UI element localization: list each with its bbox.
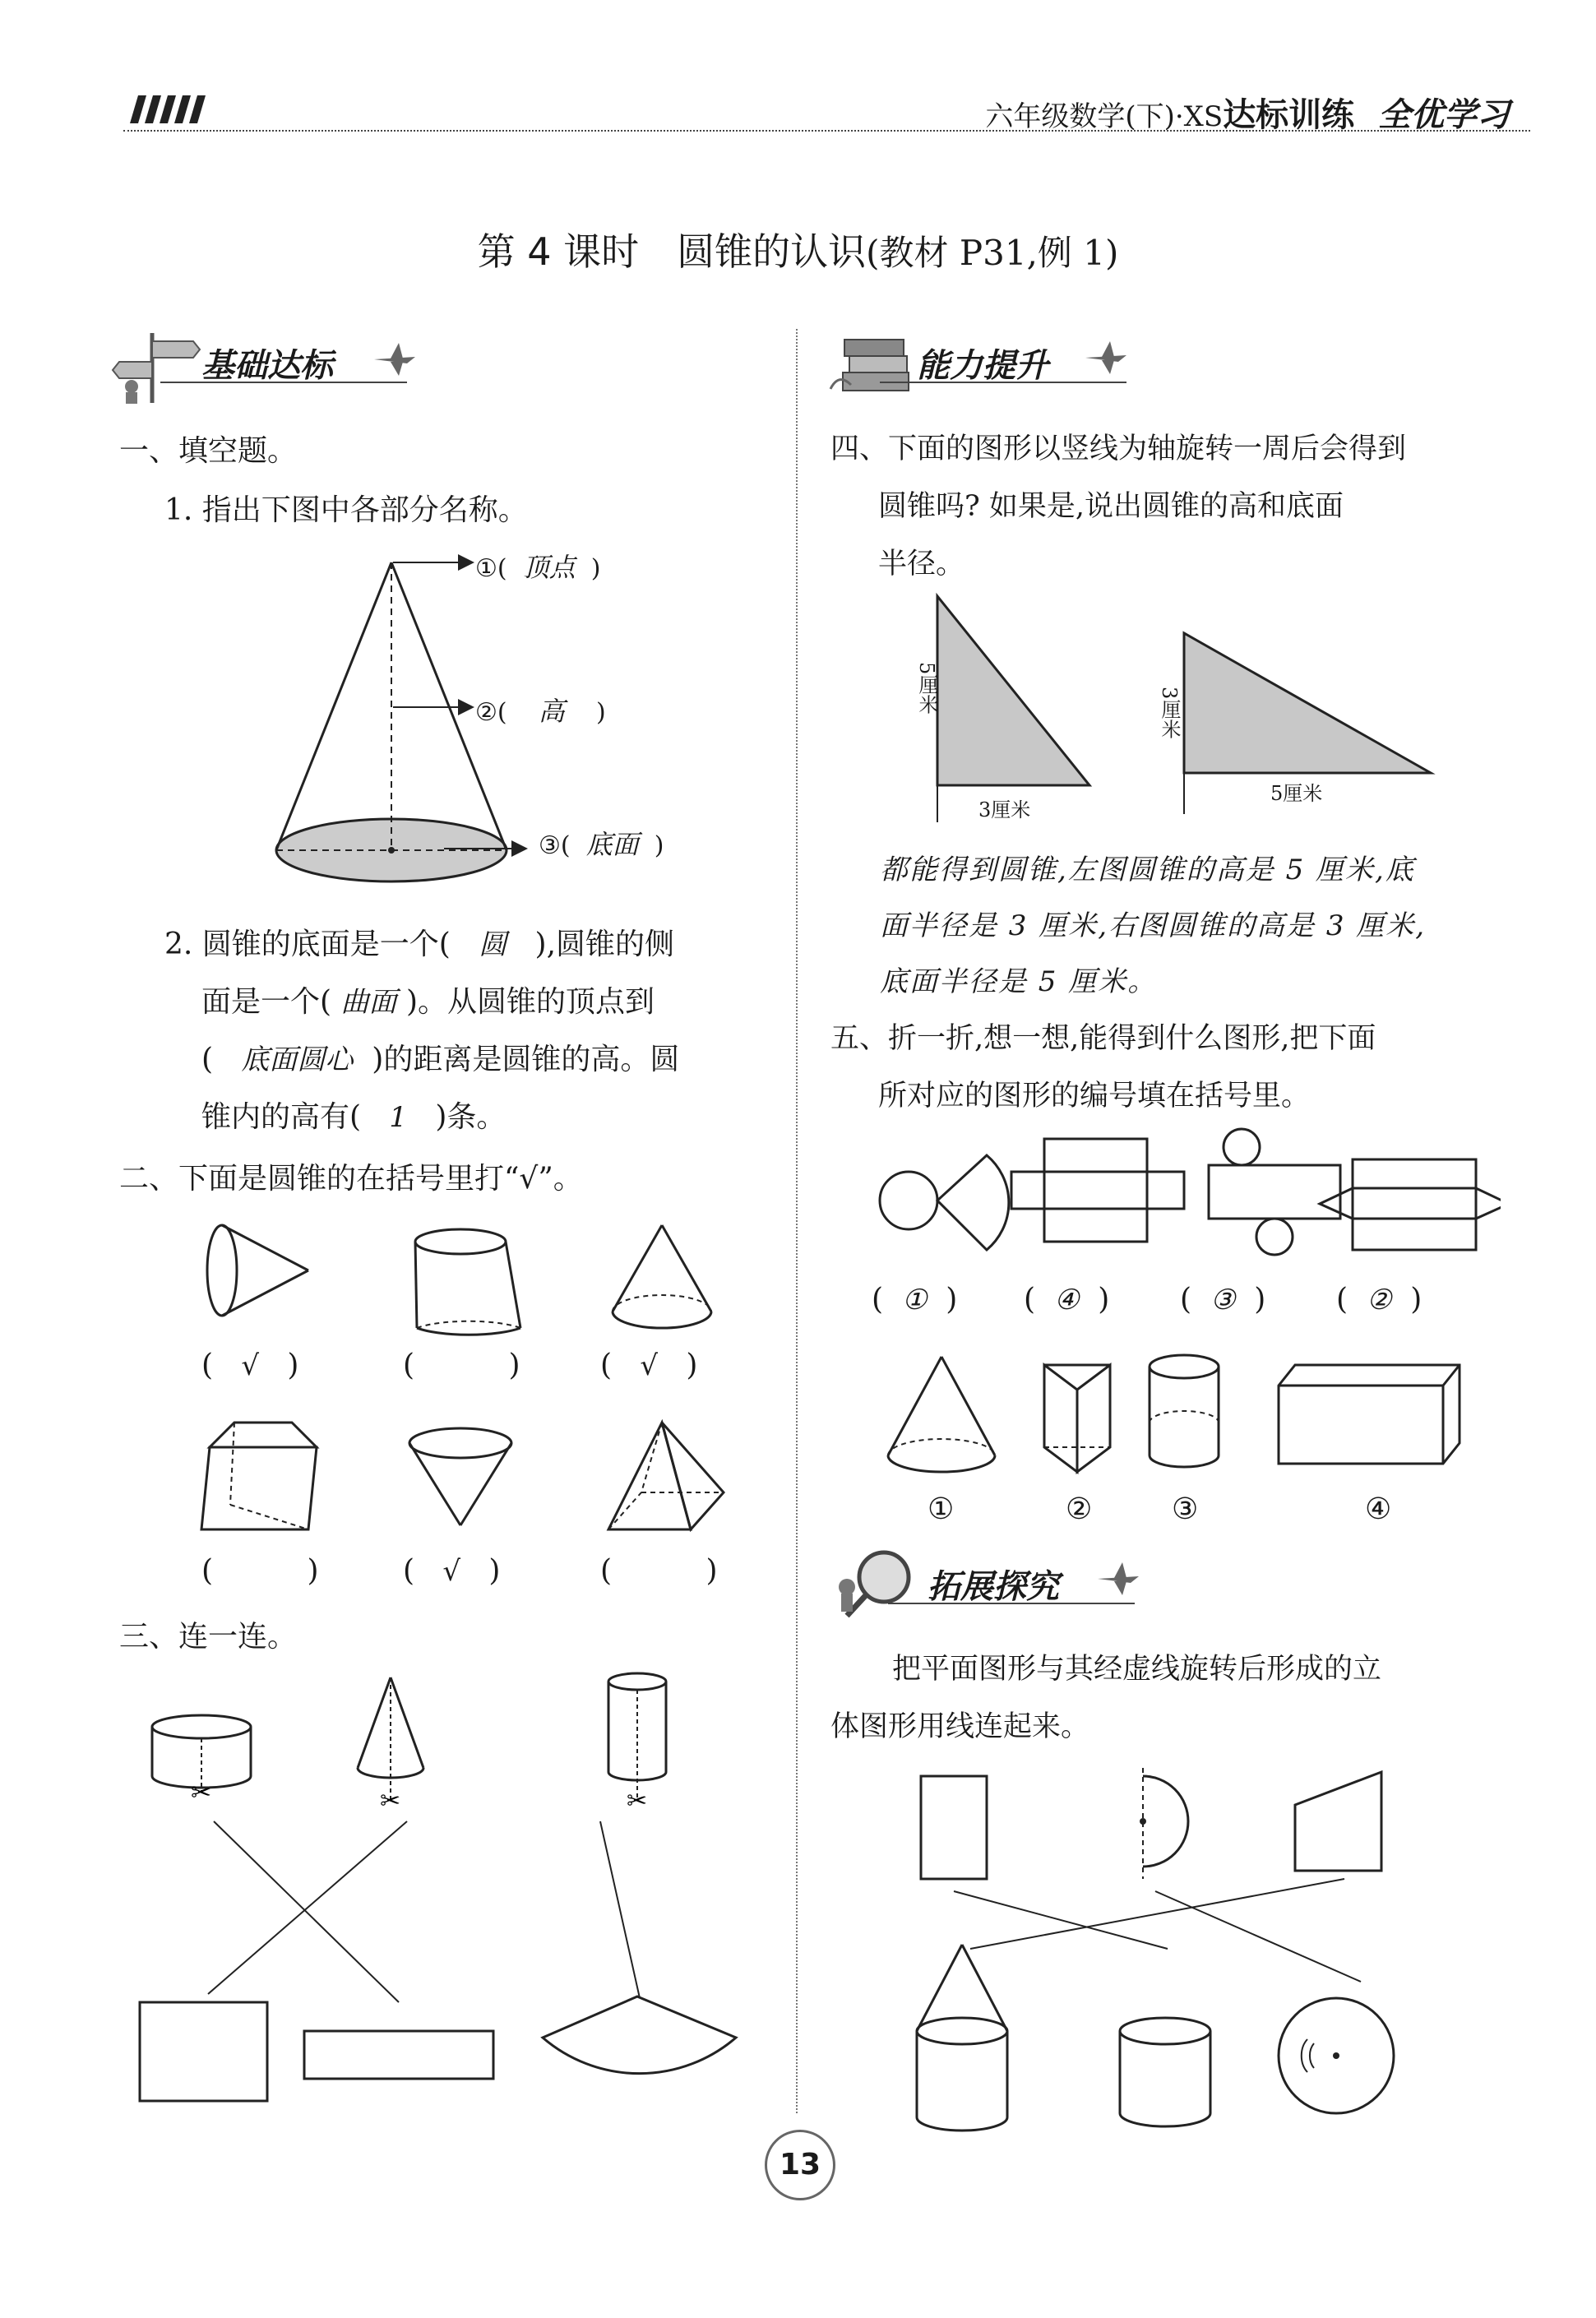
- net-cone: [880, 1155, 1009, 1250]
- shape-cone-sideways: [207, 1225, 308, 1316]
- q6-line2: 体图形用线连起来。: [830, 1710, 1090, 1743]
- q5-answer-4[interactable]: ( ② ): [1336, 1283, 1423, 1316]
- q4-line1: 四、下面的图形以竖线为轴旋转一周后会得到: [830, 433, 1407, 465]
- q2-answer-5[interactable]: ( √ ): [403, 1554, 501, 1588]
- q5-solids: [884, 1349, 1476, 1480]
- flat-rect-long: [304, 2031, 493, 2079]
- column-divider: [796, 329, 798, 2113]
- shape-frustum: [415, 1229, 520, 1335]
- section-basic: 基础达标: [201, 347, 333, 385]
- header-rule: [123, 130, 1530, 132]
- section-extension: 拓展探究: [928, 1568, 1059, 1606]
- q4-answer-line3: 底面半径是 5 厘米。: [880, 965, 1158, 998]
- label-apex: ①( 顶点 ): [475, 552, 601, 583]
- q5-number-3: ③: [1172, 1492, 1199, 1526]
- q4-line2: 圆锥吗? 如果是,说出圆锥的高和底面: [878, 490, 1344, 523]
- q2-heading: 二、下面是圆锥的在括号里打“√”。: [119, 1162, 583, 1196]
- q2-shapes-row2: [197, 1414, 756, 1546]
- label-height: ②( 高 ): [475, 696, 606, 727]
- solid-cone-on-cylinder: [917, 1945, 1007, 2131]
- flat-rect-big: [140, 2002, 267, 2101]
- shape-prism: [201, 1423, 317, 1529]
- header-stripes: [123, 92, 206, 125]
- shape-cone-inverted: [409, 1428, 511, 1525]
- header-title: [985, 89, 1510, 136]
- solid-cone: [358, 1677, 423, 1816]
- q4-answer-line1: 都能得到圆锥,左图圆锥的高是 5 厘米,底: [880, 854, 1415, 886]
- solid-tall-cylinder: [608, 1673, 666, 1816]
- q1-sub2-line4: 锥内的高有( 1 )条。: [201, 1100, 507, 1134]
- q5-nets: [876, 1127, 1501, 1275]
- header-brand: 达标训练: [1223, 96, 1355, 134]
- q2-answer-3[interactable]: ( √ ): [600, 1349, 698, 1382]
- lesson-title: [0, 222, 1596, 276]
- q2-answer-6[interactable]: ( ): [600, 1554, 718, 1588]
- q6-line1: 把平面图形与其经虚线旋转后形成的立: [892, 1653, 1382, 1686]
- q1-heading: 一、填空题。: [119, 434, 298, 468]
- q5-answer-2[interactable]: ( ④ ): [1024, 1283, 1110, 1316]
- section-underline-3: [888, 1599, 1143, 1608]
- right-vertical-label: 3厘米: [1158, 687, 1181, 739]
- q2-shapes-row1: [197, 1209, 756, 1349]
- section-ability: 能力提升: [917, 347, 1048, 385]
- section-underline: [160, 378, 423, 386]
- q3-heading: 三、连一连。: [119, 1620, 298, 1654]
- flat-sector: [543, 1996, 736, 2074]
- plane-icon: [370, 339, 419, 380]
- books-icon: [826, 327, 917, 401]
- q5-number-1: ①: [928, 1492, 955, 1526]
- svg-text:✂: ✂: [627, 1787, 648, 1816]
- plane-rect: [921, 1776, 987, 1879]
- q6-matching-diagram: [896, 1760, 1505, 2138]
- header-series: 六年级数学(下)·XS: [985, 100, 1224, 133]
- q2-answer-2[interactable]: ( ): [403, 1349, 520, 1382]
- shape-cone-upright: [613, 1225, 711, 1328]
- svg-text:✂: ✂: [380, 1787, 401, 1816]
- plane-trapezoid: [1295, 1772, 1381, 1871]
- label-base: ③( 底面 ): [539, 829, 664, 860]
- plane-icon-2: [1081, 337, 1131, 378]
- q2-answer-4[interactable]: ( ): [201, 1554, 319, 1588]
- q1-sub2-line1: 2. 圆锥的底面是一个( 圆 ),圆锥的侧: [164, 928, 675, 961]
- header-logo: 全优学习: [1378, 96, 1510, 134]
- q5-answer-3[interactable]: ( ③ ): [1180, 1283, 1266, 1316]
- right-horizontal-label: 5厘米: [1270, 782, 1323, 805]
- left-horizontal-label: 3厘米: [978, 798, 1031, 821]
- q5-answer-1[interactable]: ( ① ): [872, 1283, 958, 1316]
- q1-sub2-line2: 面是一个( 曲面 )。从圆锥的顶点到: [201, 985, 655, 1019]
- solid-cylinder-2: [1150, 1355, 1219, 1467]
- solid-cylinder-3: [1120, 2018, 1210, 2126]
- svg-text:✂: ✂: [191, 1779, 212, 1807]
- q5-line1: 五、折一折,想一想,能得到什么图形,把下面: [830, 1022, 1376, 1055]
- section-underline-2: [880, 378, 1135, 386]
- q1-sub2-line3: ( 底面圆心 )的距离是圆锥的高。圆: [201, 1043, 680, 1076]
- q4-triangles: [904, 588, 1480, 826]
- q5-number-2: ②: [1066, 1492, 1093, 1526]
- magnifier-icon: [826, 1546, 917, 1620]
- left-vertical-label: 5厘米: [915, 662, 938, 715]
- solid-cone-1: [888, 1357, 995, 1472]
- solid-sphere: [1279, 1998, 1394, 2113]
- shape-pyramid: [608, 1423, 724, 1529]
- q5-number-4: ④: [1365, 1492, 1392, 1526]
- solid-short-cylinder: [152, 1715, 251, 1807]
- solid-cuboid: [1279, 1365, 1460, 1464]
- q4-line3: 半径。: [878, 548, 965, 581]
- page-number: 13: [765, 2130, 835, 2200]
- signpost-icon: [111, 325, 201, 407]
- net-triangular-prism: [1320, 1159, 1501, 1250]
- plane-semicircle: [1143, 1776, 1188, 1867]
- lesson-title-text: 第 4 课时 圆锥的认识: [477, 229, 867, 274]
- q1-sub1: 1. 指出下图中各部分名称。: [164, 493, 528, 527]
- q2-answer-1[interactable]: ( √ ): [201, 1349, 299, 1382]
- q5-line2: 所对应的图形的编号填在括号里。: [878, 1080, 1311, 1113]
- q4-answer-line2: 面半径是 3 厘米,右图圆锥的高是 3 厘米,: [880, 909, 1427, 942]
- lesson-reference: (教材 P31,例 1): [866, 233, 1119, 273]
- solid-triangular-prism: [1044, 1365, 1110, 1472]
- net-cylinder: [1209, 1129, 1340, 1255]
- plane-icon-3: [1094, 1558, 1143, 1599]
- net-cuboid: [1011, 1139, 1184, 1242]
- q3-matching-diagram: [132, 1669, 773, 2113]
